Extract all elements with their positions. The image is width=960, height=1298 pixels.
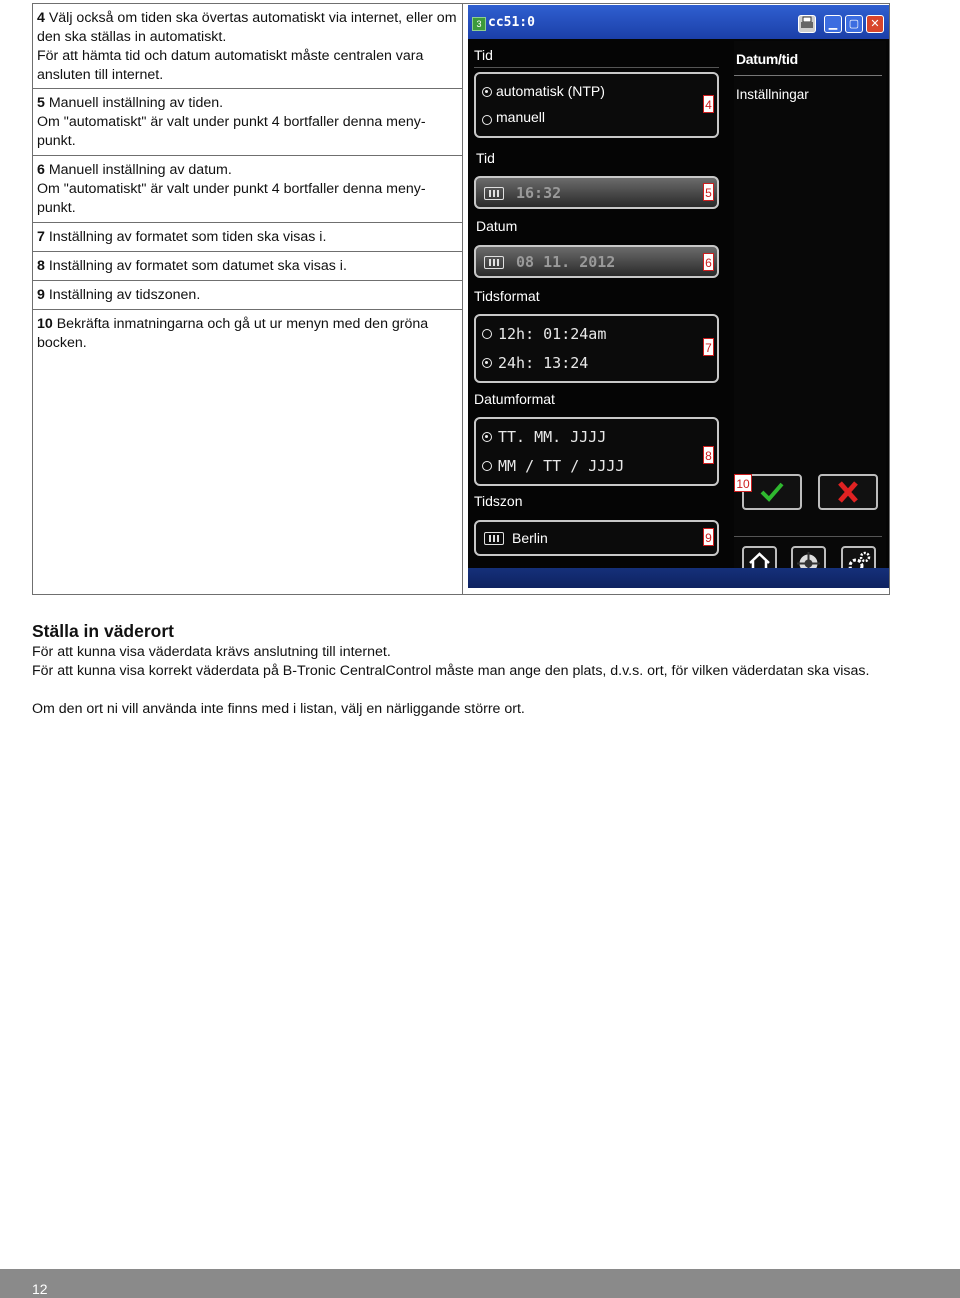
time-label: Tid <box>476 150 495 166</box>
paragraph: Om den ort ni vill använda inte finns med i listan, välj en närliggande större ort. <box>32 701 525 717</box>
step-number: 4 <box>37 10 45 26</box>
option-date-eu[interactable]: TT. MM. JJJJ <box>498 428 607 446</box>
page-number: 12 <box>32 1281 48 1297</box>
row-divider <box>33 251 463 252</box>
divider <box>734 75 882 76</box>
timezone-label: Tidszon <box>474 493 523 509</box>
callout-4: 4 <box>703 95 714 113</box>
section-heading: Ställa in väderort <box>32 621 174 641</box>
paragraph: För att kunna visa väderdata krävs anslutning till internet. <box>32 644 391 660</box>
callout-5: 5 <box>703 183 714 201</box>
time-format-label: Tidsformat <box>474 288 540 304</box>
radio-automatic[interactable] <box>482 87 492 97</box>
step-5 <box>33 94 463 151</box>
radio-12h[interactable] <box>482 329 492 339</box>
breadcrumb-parent[interactable]: Inställningar <box>736 87 809 102</box>
row-divider <box>33 280 463 281</box>
step-number: 10 <box>37 316 53 332</box>
step-6 <box>33 161 463 218</box>
date-field[interactable] <box>474 245 719 278</box>
option-manual[interactable]: manuell <box>496 109 546 125</box>
radio-manual[interactable] <box>482 115 492 125</box>
option-automatic[interactable]: automatisk (NTP) <box>496 83 605 99</box>
callout-8: 8 <box>703 446 714 464</box>
step-number: 5 <box>37 95 45 111</box>
instruction-table <box>32 3 890 595</box>
device-screenshot <box>468 5 889 588</box>
time-mode-group <box>474 72 719 138</box>
step-number: 6 <box>37 162 45 178</box>
time-format-group <box>474 314 719 383</box>
printer-icon[interactable] <box>798 15 816 33</box>
timezone-field[interactable] <box>474 520 719 556</box>
callout-6: 6 <box>703 253 714 271</box>
step-text: Manuell inställning av tiden. <box>44 95 224 111</box>
window-title: cc51:0 <box>488 15 535 30</box>
callout-7: 7 <box>703 338 714 356</box>
keyboard-icon <box>484 532 504 545</box>
step-note: Om "automatiskt" är valt under punkt 4 bortfaller denna menypunkt. <box>37 181 426 216</box>
step-text: Inställning av tidszonen. <box>44 287 201 303</box>
date-label: Datum <box>476 218 518 234</box>
callout-9: 9 <box>703 528 714 546</box>
step-note: Om "automatiskt" är valt under punkt 4 bortfaller denna menypunkt. <box>37 114 426 149</box>
step-text: Inställning av formatet som tiden ska visas i. <box>44 229 327 245</box>
radio-date-eu[interactable] <box>482 432 492 442</box>
divider <box>734 536 882 537</box>
date-format-label: Datumformat <box>474 391 555 407</box>
option-date-us[interactable]: MM / TT / JJJJ <box>498 457 625 475</box>
keyboard-icon <box>484 256 504 269</box>
step-text: Bekräfta inmatningarna och gå ut ur menyn med den gröna bocken. <box>37 316 429 351</box>
window-titlebar <box>468 5 889 39</box>
step-number: 9 <box>37 287 45 303</box>
step-9 <box>33 286 463 305</box>
minimize-icon[interactable]: ▁ <box>824 15 842 33</box>
row-divider <box>33 309 463 310</box>
paragraph: För att kunna visa korrekt väderdata på B-Tronic CentralControl måste man ange den plats, d.v.s. ort, för vilken väderdatan ska visas. <box>32 663 870 679</box>
divider <box>474 67 719 68</box>
row-divider <box>33 88 463 89</box>
step-number: 8 <box>37 258 45 274</box>
status-bar <box>468 568 889 588</box>
cancel-button[interactable] <box>818 474 878 510</box>
close-icon[interactable]: ✕ <box>866 15 884 33</box>
step-8 <box>33 257 463 276</box>
callout-10: 10 <box>734 474 752 492</box>
cross-icon <box>820 476 876 508</box>
radio-24h[interactable] <box>482 358 492 368</box>
right-panel <box>734 41 886 568</box>
step-text: Välj också om tiden ska övertas automatiskt via internet, eller om den ska ställas in automatiskt. <box>37 10 457 45</box>
keyboard-icon <box>484 187 504 200</box>
step-7 <box>33 228 463 247</box>
option-12h[interactable]: 12h: 01:24am <box>498 325 607 343</box>
step-10 <box>33 315 463 353</box>
step-number: 7 <box>37 229 45 245</box>
row-divider <box>33 222 463 223</box>
option-24h[interactable]: 24h: 13:24 <box>498 354 589 372</box>
breadcrumb-current: Datum/tid <box>736 51 798 67</box>
row-divider <box>33 155 463 156</box>
date-format-group <box>474 417 719 486</box>
step-4 <box>33 9 463 85</box>
checkmark-icon <box>744 476 800 508</box>
time-value: 16:32 <box>516 184 562 202</box>
date-value: 08 11. 2012 <box>516 253 616 271</box>
app-icon: 3 <box>472 17 486 31</box>
section-title: Tid <box>474 47 493 63</box>
step-note: För att hämta tid och datum automatiskt måste centralen vara ansluten till internet. <box>37 48 424 83</box>
step-text: Inställning av formatet som datumet ska visas i. <box>44 258 347 274</box>
time-field[interactable] <box>474 176 719 209</box>
page-footer <box>0 1269 960 1298</box>
radio-date-us[interactable] <box>482 461 492 471</box>
instruction-steps <box>33 4 463 594</box>
timezone-value: Berlin <box>512 530 548 546</box>
step-text: Manuell inställning av datum. <box>44 162 232 178</box>
maximize-icon[interactable]: ▢ <box>845 15 863 33</box>
